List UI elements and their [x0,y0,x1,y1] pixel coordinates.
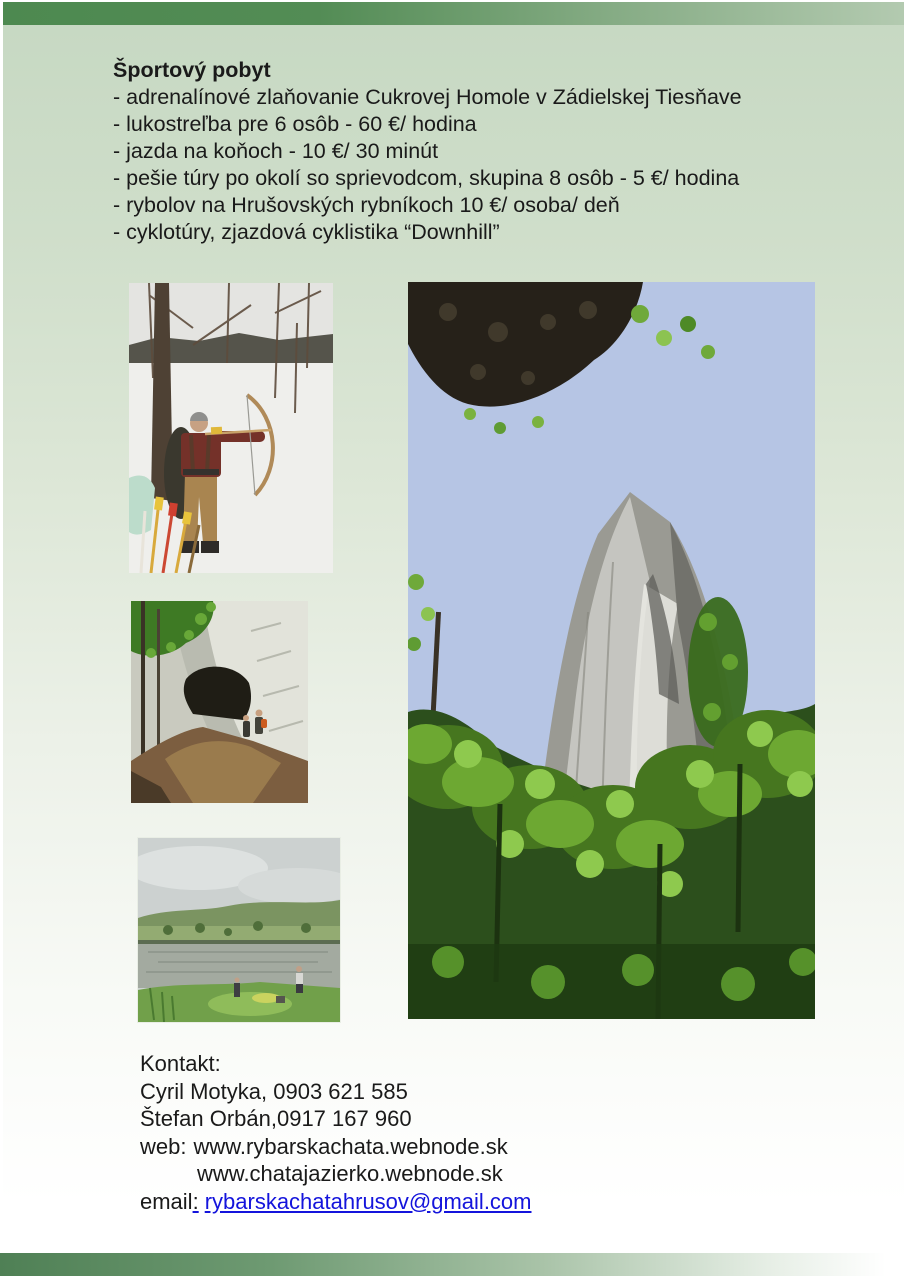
contact-person: Štefan Orbán,0917 167 960 [140,1106,412,1131]
bottom-green-bar [0,1253,904,1276]
contact-section [140,1050,740,1215]
email-label: email [140,1188,193,1214]
contact-heading: Kontakt: [140,1051,221,1076]
contact-person: Cyril Motyka, 0903 621 585 [140,1078,408,1104]
contact-web-line [140,1133,740,1161]
contact-email-line [140,1188,740,1216]
rock-pinnacle-photo [408,282,815,1019]
activity-item: - cyklotúry, zjazdová cyklistika “Downhill” [113,220,500,244]
web-url-1: www.rybarskachata.webnode.sk [193,1133,508,1159]
activities-section [113,57,873,246]
cave-photo [131,601,308,803]
email-colon: : [192,1188,199,1214]
web-url-2: www.chatajazierko.webnode.sk [197,1161,503,1186]
activity-item: - rybolov na Hrušovských rybníkoch 10 €/ osoba/ deň [113,193,620,217]
page-title: Športový pobyt [113,58,271,82]
activity-item: - pešie túry po okolí so sprievodcom, skupina 8 osôb - 5 €/ hodina [113,166,740,190]
top-green-bar [3,2,904,25]
archery-photo [129,283,333,573]
activity-item: - adrenalínové zlaňovanie Cukrovej Homole v Zádielskej Tiesňave [113,85,742,109]
activity-item: - lukostreľba pre 6 osôb - 60 €/ hodina [113,112,477,136]
lake-photo [137,837,341,1023]
activity-item: - jazda na koňoch - 10 €/ 30 minút [113,139,439,163]
email-link[interactable]: rybarskachatahrusov@gmail.com [204,1188,532,1214]
web-label: web: [140,1133,187,1159]
